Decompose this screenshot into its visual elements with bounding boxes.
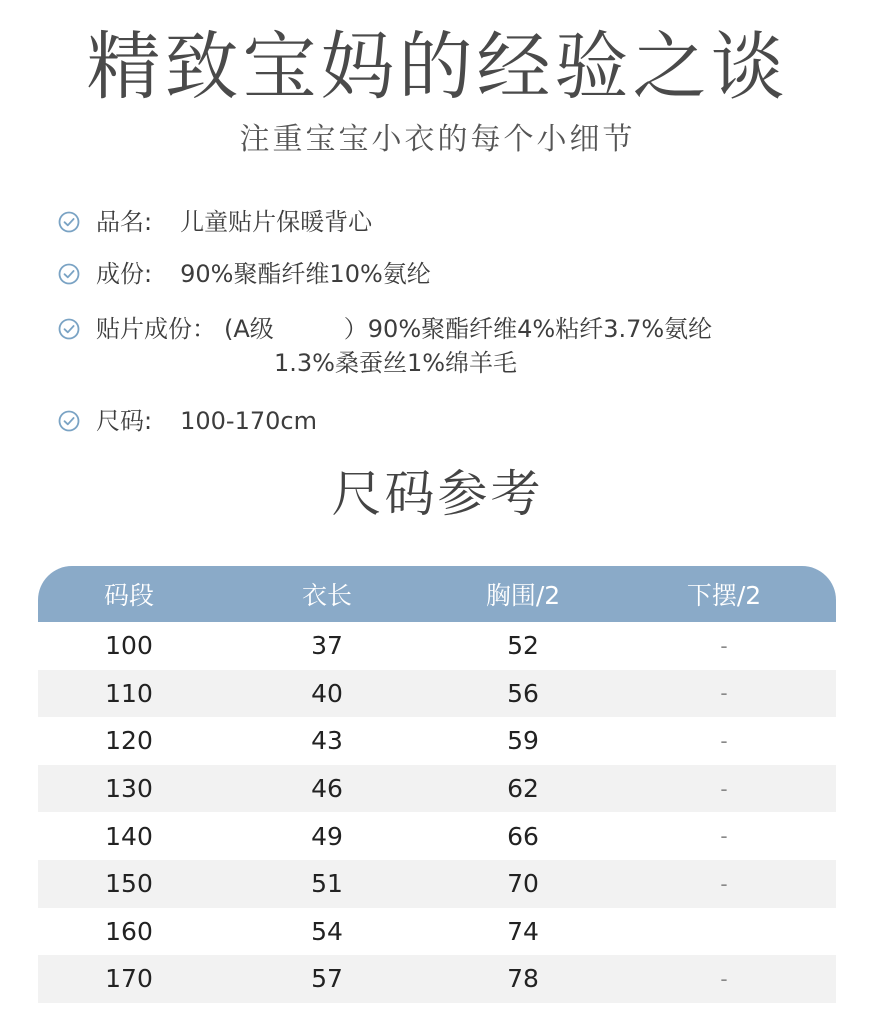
spec-label: 尺码: xyxy=(96,407,153,435)
table-row xyxy=(38,908,836,956)
spec-item-material xyxy=(58,257,431,291)
table-cell: - xyxy=(720,776,728,801)
table-cell: 54 xyxy=(311,916,343,946)
table-cell: 110 xyxy=(105,678,153,708)
column-header: 衣长 xyxy=(301,581,352,610)
table-cell: 57 xyxy=(311,964,343,994)
check-circle-icon xyxy=(58,211,80,233)
table-cell: 40 xyxy=(311,678,343,708)
column-header: 码段 xyxy=(103,581,154,610)
table-cell: - xyxy=(720,633,728,658)
table-row xyxy=(38,717,836,765)
table-row xyxy=(38,812,836,860)
spec-item-size xyxy=(58,404,317,438)
table-cell: 170 xyxy=(105,964,153,994)
table-cell: 56 xyxy=(507,678,539,708)
spec-value-composition: ）90%聚酯纤维4%粘纤3.7%氨纶 xyxy=(343,315,713,343)
check-circle-icon xyxy=(58,318,80,340)
spec-value xyxy=(224,312,712,380)
check-circle-icon xyxy=(58,410,80,432)
spec-label: 贴片成份： xyxy=(96,315,216,343)
table-cell: 160 xyxy=(105,916,153,946)
table-cell: 66 xyxy=(507,821,539,851)
spec-value: 100-170cm xyxy=(180,407,317,435)
table-row xyxy=(38,622,836,670)
table-row xyxy=(38,860,836,908)
table-row xyxy=(38,765,836,813)
table-cell: 78 xyxy=(507,964,539,994)
table-cell: 52 xyxy=(507,631,539,661)
table-row xyxy=(38,955,836,1003)
column-header: 胸围/2 xyxy=(485,581,561,610)
table-cell: 51 xyxy=(311,869,343,899)
column-header: 下摆/2 xyxy=(686,581,762,610)
table-row xyxy=(38,670,836,718)
table-cell: 37 xyxy=(311,631,343,661)
table-cell: 59 xyxy=(507,726,539,756)
spec-item-name xyxy=(58,205,372,239)
table-cell: 120 xyxy=(105,726,153,756)
table-cell: 140 xyxy=(105,821,153,851)
table-cell: 43 xyxy=(311,726,343,756)
table-cell: - xyxy=(720,966,728,991)
table-cell: - xyxy=(720,824,728,849)
table-cell: - xyxy=(720,871,728,896)
size-table xyxy=(38,566,836,1003)
table-cell: 130 xyxy=(105,774,153,804)
spec-value: 儿童贴片保暖背心 xyxy=(180,208,373,236)
spec-label: 品名: xyxy=(96,208,153,236)
size-reference-title: 尺码参考 xyxy=(331,465,544,523)
spec-value: 90%聚酯纤维10%氨纶 xyxy=(180,260,431,288)
spec-value-grade: (A级 xyxy=(224,315,274,343)
spec-label: 成份: xyxy=(96,260,153,288)
table-header xyxy=(38,566,836,622)
check-circle-icon xyxy=(58,263,80,285)
page-subtitle: 注重宝宝小衣的每个小细节 xyxy=(239,122,636,157)
spec-value-composition-line2: 1.3%桑蚕丝1%绵羊毛 xyxy=(274,349,518,377)
table-cell: 49 xyxy=(311,821,343,851)
table-cell: 74 xyxy=(507,916,539,946)
table-cell: 100 xyxy=(105,631,153,661)
spec-item-patch-material xyxy=(58,312,712,380)
table-cell: - xyxy=(720,728,728,753)
table-cell: 70 xyxy=(507,869,539,899)
table-cell: - xyxy=(720,681,728,706)
table-cell: 62 xyxy=(507,774,539,804)
page-title: 精致宝妈的经验之谈 xyxy=(86,24,789,110)
table-cell: 150 xyxy=(105,869,153,899)
table-cell: 46 xyxy=(311,774,343,804)
